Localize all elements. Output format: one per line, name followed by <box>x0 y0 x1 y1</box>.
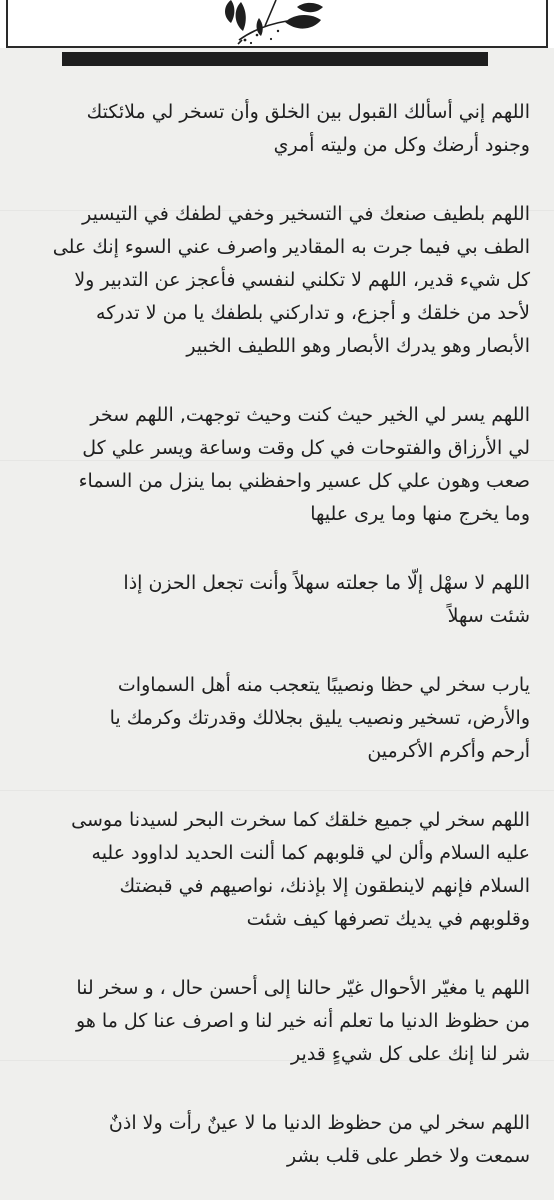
dua-line: اللهم إني أسألك القبول بين الخلق وأن تسخر لي ملائكتك <box>86 101 530 123</box>
dua-line: لأحد من خلقك و أجزع، و تداركني بلطفك يا من لا تدركه <box>96 302 530 324</box>
dua-line: اللهم بلطيف صنعك في التسخير وخفي لطفك في التيسير <box>82 203 530 225</box>
dua-line: السلام فإنهم لاينطقون إلا بإذنك، نواصيهم في قبضتك <box>119 875 530 897</box>
dua-paragraph-1 <box>18 96 530 162</box>
dua-paragraph-7 <box>18 972 530 1071</box>
dua-paragraph-4 <box>18 567 530 633</box>
dua-line: وما يخرج منها وما يرى عليها <box>310 503 530 525</box>
frame-bottom-border <box>6 46 548 48</box>
dua-line: صعب وهون علي كل عسير واحفظني بما ينزل من السماء <box>78 470 530 492</box>
dua-line: وجنود أرضك وكل من وليته أمري <box>273 134 530 156</box>
dua-line: اللهم يسر لي الخير حيث كنت وحيث توجهت, اللهم سخر <box>90 404 530 426</box>
dua-text-area <box>18 96 530 1200</box>
header-bar <box>62 52 488 66</box>
dua-paragraph-8 <box>18 1107 530 1173</box>
dua-line: والأرض، تسخير ونصيب يليق بجلالك وقدرتك وكرمك يا <box>109 707 530 729</box>
dua-line: سمعت ولا خطر على قلب بشر <box>287 1145 530 1167</box>
leaf-branch-icon <box>195 0 335 46</box>
dua-paragraph-2 <box>18 198 530 363</box>
dua-line: اللهم يا مغيّر الأحوال غيّر حالنا إلى أحسن حال ، و سخر لنا <box>76 977 530 999</box>
dua-line: اللهم سخر لي جميع خلقك كما سخرت البحر لسيدنا موسى <box>71 809 530 831</box>
dua-line: يارب سخر لي حظا ونصيبًا يتعجب منه أهل السماوات <box>117 674 530 696</box>
frame-right-border <box>546 0 548 48</box>
dua-line: أرحم وأكرم الأكرمين <box>367 740 530 762</box>
dua-line: وقلوبهم في يديك تصرفها كيف شئت <box>246 908 530 930</box>
dua-line: كل شيء قدير، اللهم لا تكلني لنفسي فأعجز عن التدبير ولا <box>74 269 530 291</box>
dua-line: شر لنا إنك على كل شيءٍ قدير <box>291 1043 530 1065</box>
dua-line: الطف بي فيما جرت به المقادير واصرف عني السوء إنك على <box>52 236 530 258</box>
frame-left-border <box>6 0 8 48</box>
dua-paragraph-5 <box>18 669 530 768</box>
dua-line: اللهم سخر لي من حظوظ الدنيا ما لا عينٌ رأت ولا اذنٌ <box>108 1112 530 1134</box>
dua-line: عليه السلام وألن لي قلوبهم كما ألنت الحديد لداوود عليه <box>91 842 530 864</box>
dua-line: لي الأرزاق والفتوحات في كل وقت وساعة ويسر علي كل <box>82 437 530 459</box>
dua-paragraph-3 <box>18 399 530 531</box>
dua-line: الأبصار وهو يدرك الأبصار وهو اللطيف الخبير <box>186 335 530 357</box>
dua-paragraph-6 <box>18 804 530 936</box>
dua-line: من حظوظ الدنيا ما تعلم أنه خير لنا و اصرف عنا كل ما هو <box>76 1010 530 1032</box>
dua-line: شئت سهلاً <box>447 605 530 627</box>
dua-line: اللهم لا سهْل إلّا ما جعلته سهلاً وأنت تجعل الحزن إذا <box>123 572 530 594</box>
